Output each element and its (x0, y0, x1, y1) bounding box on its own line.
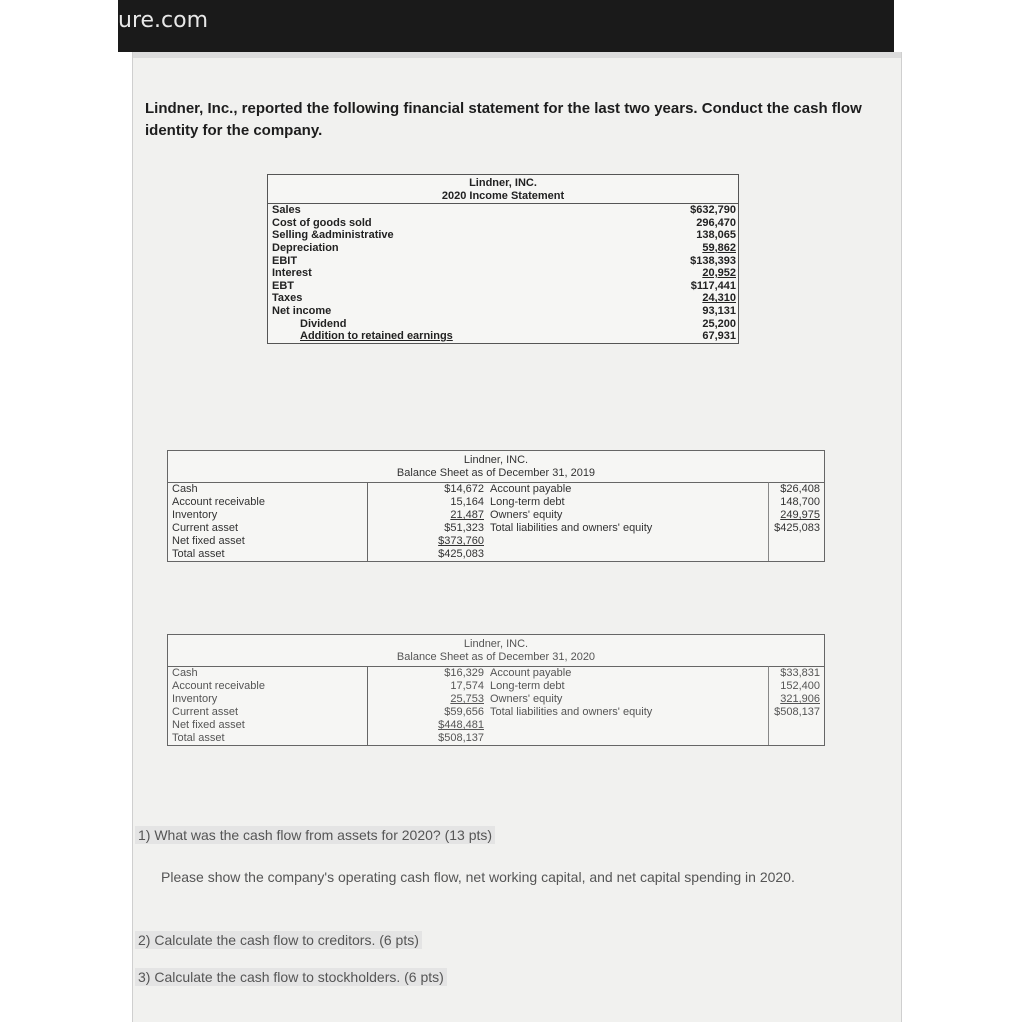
balance-sheet-body (168, 482, 824, 561)
income-value: 25,200 (702, 317, 736, 330)
income-label: EBT (272, 279, 294, 292)
asset-label: Current asset (168, 706, 368, 719)
income-label: Sales (272, 204, 301, 217)
asset-value: $448,481 (438, 719, 484, 731)
liability-label: Account payable (488, 482, 768, 496)
liability-value: 148,700 (768, 496, 824, 509)
income-statement (267, 174, 739, 344)
liability-value: $26,408 (768, 482, 824, 496)
liability-label: Long-term debt (490, 680, 565, 692)
income-row (268, 217, 738, 230)
balance-sheet-header (168, 635, 824, 666)
income-statement-subtitle: 2020 Income Statement (441, 189, 565, 202)
asset-label: Total asset (168, 732, 368, 745)
browser-top-bar (118, 0, 894, 52)
income-value: 67,931 (702, 330, 736, 343)
income-value: 24,310 (702, 292, 736, 305)
question-1-detail-text: Please show the company's operating cash flow, net working capital, and net capital spending in 2020. (161, 869, 795, 885)
asset-value: $373,760 (438, 535, 484, 547)
asset-label: Net fixed asset (168, 535, 368, 548)
balance-sheet-body (168, 666, 824, 745)
liability-label: Owners' equity (490, 693, 563, 705)
income-statement-header (268, 175, 738, 204)
asset-value: 25,753 (450, 693, 484, 705)
liability-value: 321,906 (768, 693, 824, 706)
document-sheet (132, 52, 902, 1022)
question-1-detail (161, 867, 901, 887)
income-row (268, 267, 738, 280)
question-2 (135, 932, 422, 948)
liability-value: $508,137 (768, 706, 824, 719)
income-value: 20,952 (702, 267, 736, 280)
liability-label: Owners' equity (490, 509, 563, 521)
income-label: Net income (272, 304, 332, 317)
income-label: EBIT (272, 254, 298, 267)
income-label: Taxes (272, 292, 303, 305)
income-value: $117,441 (690, 279, 736, 292)
income-row (268, 242, 738, 255)
income-label: Interest (272, 267, 312, 280)
income-row (268, 229, 738, 242)
asset-value: 17,574 (450, 680, 484, 692)
question-prompt: Lindner, Inc., reported the following financial statement for the last two years. Conduct the cash flow identity for the company. (145, 100, 862, 139)
income-value: 93,131 (702, 304, 736, 317)
liability-value: 249,975 (768, 509, 824, 522)
asset-label: Inventory (168, 509, 368, 522)
divider (133, 52, 901, 58)
liability-label: Total liabilities and owners' equity (490, 706, 653, 718)
liability-value: $425,083 (768, 522, 824, 535)
balance-sheet-subtitle: Balance Sheet as of December 31, 2020 (396, 651, 596, 663)
income-row (268, 330, 738, 343)
income-value: $632,790 (690, 204, 736, 217)
income-row (268, 280, 738, 293)
balance-sheet-title: Lindner, INC. (463, 454, 529, 466)
balance-sheet-2019 (167, 450, 825, 562)
asset-label: Current asset (168, 522, 368, 535)
balance-sheet-title: Lindner, INC. (463, 638, 529, 650)
site-name: ure.com (118, 8, 209, 33)
asset-value: $14,672 (368, 482, 488, 496)
liability-value: $33,831 (768, 666, 824, 680)
liability-value: 152,400 (768, 680, 824, 693)
income-value: 138,065 (696, 229, 736, 242)
asset-value: $59,656 (444, 706, 484, 718)
asset-value: $425,083 (438, 548, 484, 560)
income-value: $138,393 (690, 254, 736, 267)
question-1-text: 1) What was the cash flow from assets for 2020? (13 pts) (135, 826, 495, 844)
income-label: Addition to retained earnings (300, 330, 453, 343)
income-value: 59,862 (702, 241, 736, 254)
liability-label: Long-term debt (490, 496, 565, 508)
liability-label: Account payable (488, 666, 768, 680)
asset-label: Inventory (168, 693, 368, 706)
question-3 (135, 969, 447, 985)
asset-label: Cash (168, 666, 368, 680)
asset-value: 15,164 (450, 496, 484, 508)
asset-value: $16,329 (368, 666, 488, 680)
asset-value: $508,137 (438, 732, 484, 744)
income-label: Selling &administrative (272, 229, 394, 242)
income-row (268, 305, 738, 318)
income-value: 296,470 (696, 216, 736, 229)
asset-label: Account receivable (168, 496, 368, 509)
asset-value: 21,487 (450, 509, 484, 521)
asset-label: Net fixed asset (168, 719, 368, 732)
question-1 (135, 827, 495, 843)
income-row (268, 255, 738, 268)
income-statement-title: Lindner, INC. (469, 177, 537, 189)
asset-value: $51,323 (444, 522, 484, 534)
balance-sheet-subtitle: Balance Sheet as of December 31, 2019 (396, 467, 596, 479)
question-2-text: 2) Calculate the cash flow to creditors. (6 pts) (135, 931, 422, 949)
asset-label: Cash (168, 482, 368, 496)
liability-label: Total liabilities and owners' equity (490, 522, 653, 534)
balance-sheet-2020 (167, 634, 825, 746)
income-label: Dividend (300, 317, 347, 330)
income-label: Depreciation (272, 241, 339, 254)
balance-sheet-header (168, 451, 824, 482)
income-row (268, 318, 738, 331)
income-row (268, 292, 738, 305)
income-label: Cost of goods sold (272, 216, 372, 229)
income-row (268, 204, 738, 217)
question-3-text: 3) Calculate the cash flow to stockholders. (6 pts) (135, 968, 447, 986)
asset-label: Account receivable (168, 680, 368, 693)
asset-label: Total asset (168, 548, 368, 561)
